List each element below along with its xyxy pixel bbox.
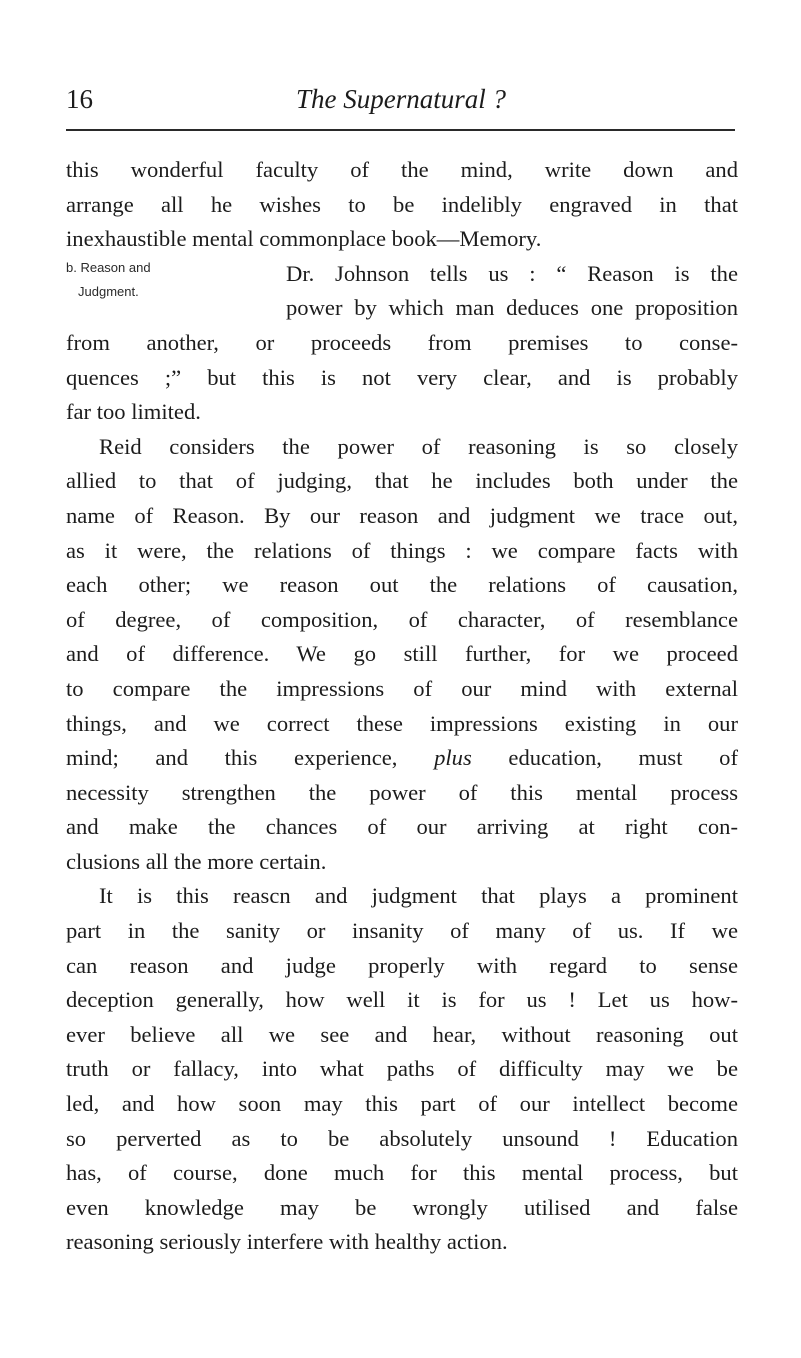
italic-word: plus	[434, 745, 472, 771]
text-line: inexhaustible mental commonplace book—Memory.	[66, 226, 542, 252]
text-line: from another, or proceeds from premises to conse-	[66, 329, 738, 355]
text-line: ever believe all we see and hear, without reasoning out	[66, 1021, 738, 1047]
text-line: this wonderful faculty of the mind, write down and	[66, 157, 738, 182]
text-line: so perverted as to be absolutely unsound ! Education	[66, 1125, 738, 1151]
text-line: part in the sanity or insanity of many of us. If we	[66, 918, 738, 944]
text-line: to compare the impressions of our mind with external	[66, 675, 738, 701]
header-rule	[66, 129, 735, 131]
text-line: can reason and judge properly with regard to sense	[66, 952, 738, 978]
text-line: truth or fallacy, into what paths of difficulty may we be	[66, 1056, 738, 1082]
page-number: 16	[66, 84, 93, 114]
text-line: Reid considers the power of reasoning is so closely	[99, 433, 738, 459]
text-line: of degree, of composition, of character, of resemblance	[66, 606, 738, 632]
text-line: It is this reascn and judgment that plays a prominent	[99, 883, 738, 909]
text-line: clusions all the more certain.	[66, 848, 327, 874]
text-line: far too limited.	[66, 399, 201, 425]
text-line: arrange all he wishes to be indelibly engraved in that	[66, 191, 738, 217]
text-line: Dr. Johnson tells us : “ Reason is the	[286, 260, 738, 286]
text-line: led, and how soon may this part of our intellect become	[66, 1091, 738, 1117]
text-line: has, of course, done much for this mental process, but	[66, 1160, 738, 1186]
page-header	[66, 84, 736, 118]
text-line: reasoning seriously interfere with healthy action.	[66, 1229, 508, 1255]
text-line: quences ;” but this is not very clear, and is probably	[66, 364, 738, 390]
text-line: and of difference. We go still further, for we proceed	[66, 641, 738, 667]
text-line: things, and we correct these impressions existing in our	[66, 710, 738, 736]
text-line: power by which man deduces one proposition	[286, 295, 738, 321]
margin-note-line-1: b. Reason and	[66, 260, 151, 275]
text-line: as it were, the relations of things : we compare facts with	[66, 537, 738, 563]
text-line: name of Reason. By our reason and judgment we trace out,	[66, 502, 738, 528]
body-text	[66, 153, 738, 1260]
text-line: and make the chances of our arriving at right con-	[66, 814, 738, 840]
running-title: The Supernatural ?	[295, 84, 506, 114]
text-line: deception generally, how well it is for us ! Let us how-	[66, 987, 738, 1013]
text-line: each other; we reason out the relations of causation,	[66, 572, 738, 598]
text-line: necessity strengthen the power of this mental process	[66, 779, 738, 805]
text-segment: mind; and this experience,	[66, 745, 398, 771]
text-line-with-italic	[66, 741, 738, 776]
margin-note-line-2: Judgment.	[78, 284, 139, 299]
text-line: allied to that of judging, that he includes both under the	[66, 468, 738, 494]
text-line: even knowledge may be wrongly utilised and false	[66, 1194, 738, 1220]
text-segment: education, must of	[508, 745, 738, 771]
